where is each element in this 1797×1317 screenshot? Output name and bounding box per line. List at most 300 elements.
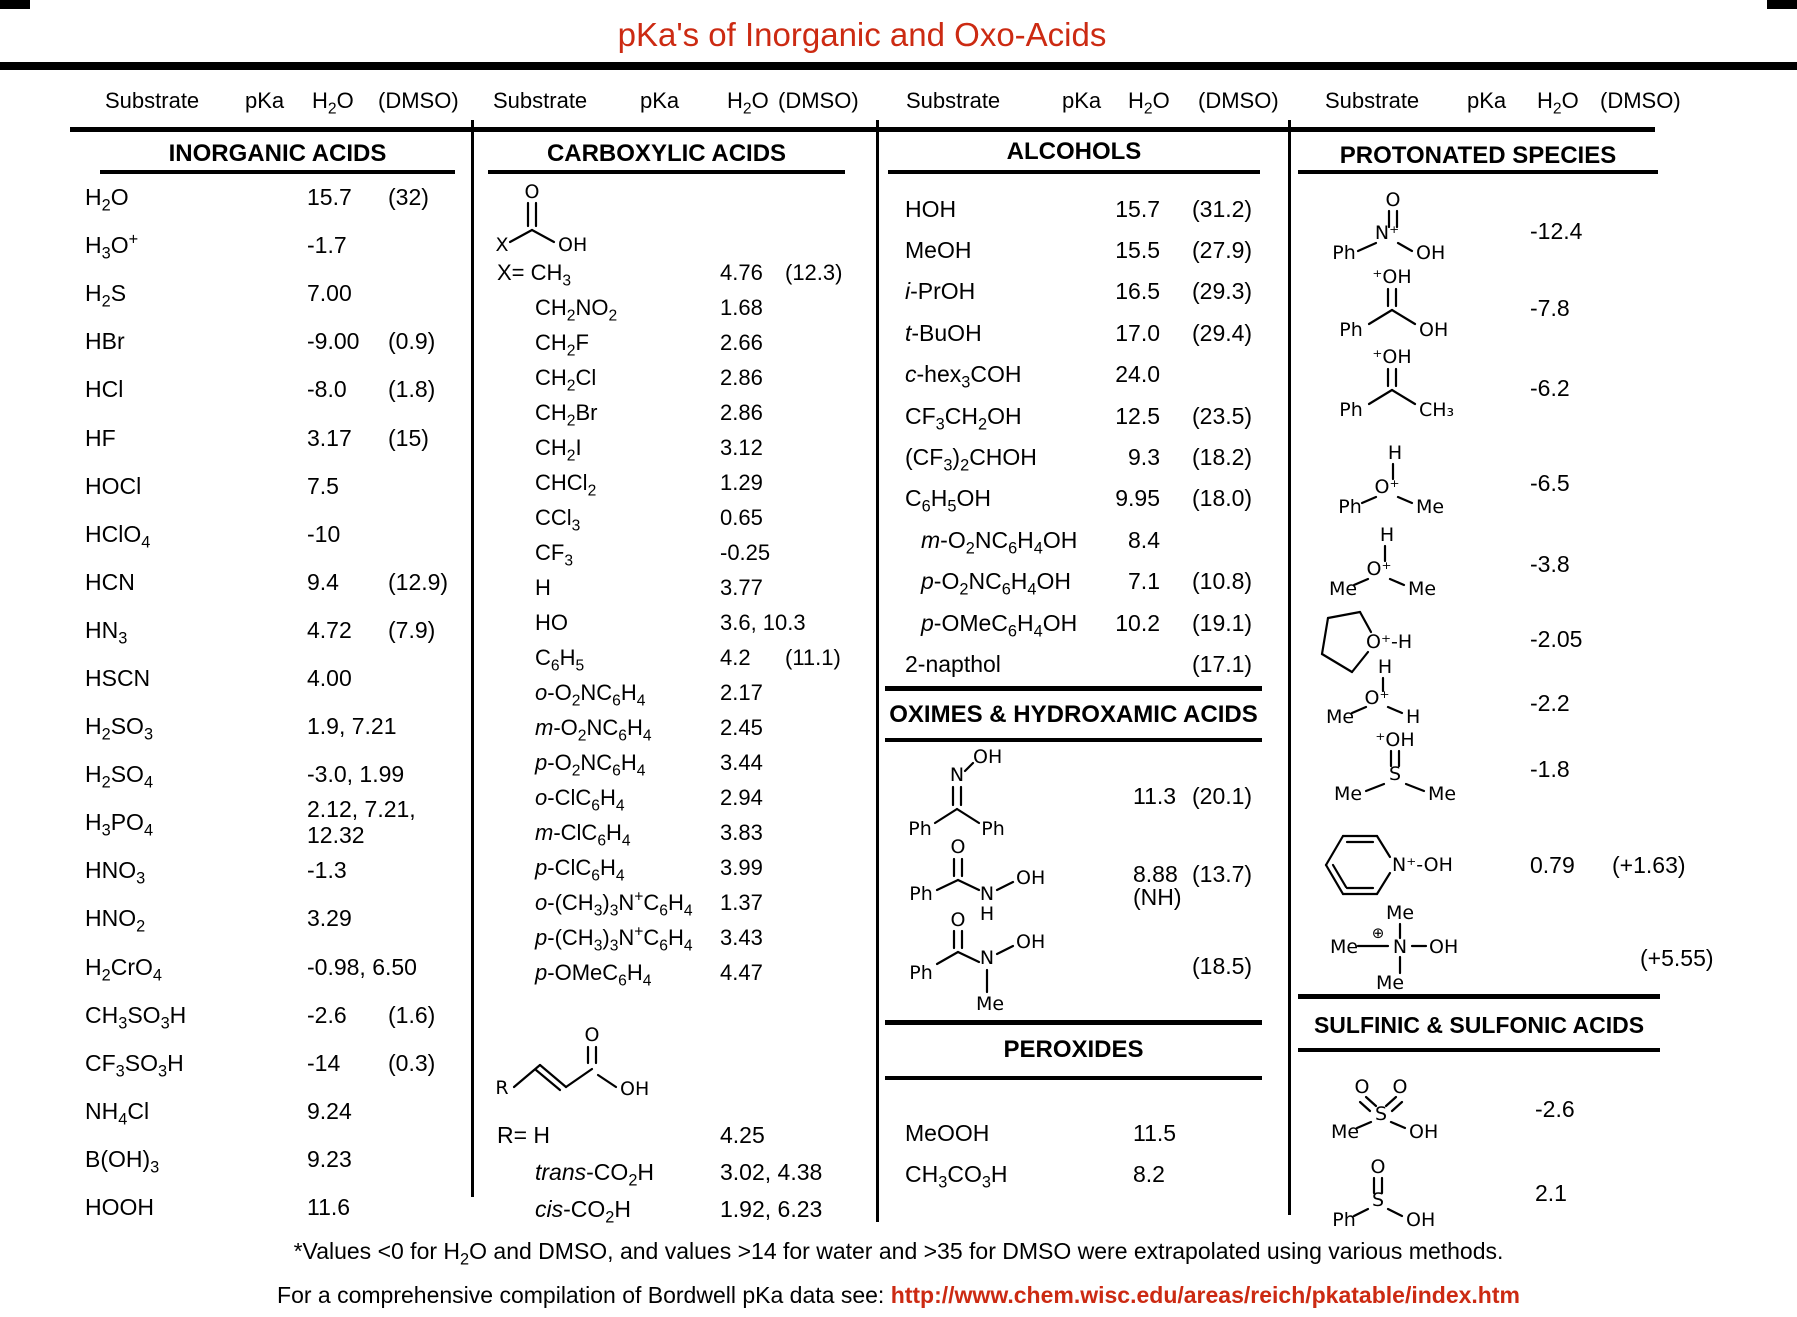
table-row bbox=[497, 605, 877, 640]
section-title-sulfinic: SULFINIC & SULFONIC ACIDS bbox=[1313, 1012, 1645, 1038]
pka-value: 2.86 bbox=[720, 399, 763, 425]
pka-value: 3.77 bbox=[720, 574, 763, 600]
pka-value: -9.00 bbox=[307, 328, 360, 355]
substrate-formula: $o-(CH_3)_3N^+C_6H_4$ bbox=[535, 888, 693, 919]
table-row bbox=[85, 894, 475, 942]
atom-label: O bbox=[1354, 1076, 1370, 1098]
structure-benzophenone-oxime bbox=[905, 745, 1075, 840]
atom-label: Me bbox=[975, 993, 1005, 1015]
table-row bbox=[497, 290, 877, 325]
pka-value: 11.5 bbox=[1133, 1119, 1177, 1146]
atom-label: H bbox=[1406, 706, 1421, 728]
atom-label: S bbox=[1371, 1189, 1385, 1211]
substrate-formula: HCN bbox=[85, 568, 135, 595]
pka-value: -1.7 bbox=[307, 232, 347, 259]
section-title-carboxylic: CARBOXYLIC ACIDS bbox=[546, 140, 787, 167]
divider bbox=[885, 738, 1262, 742]
substrate-formula: R= H bbox=[497, 1121, 551, 1148]
pka-value: 3.29 bbox=[307, 905, 352, 932]
substrate-formula: $HNO_2$ bbox=[85, 905, 146, 937]
table-row bbox=[905, 271, 1295, 312]
col3-header-dmso: (DMSO) bbox=[1198, 88, 1279, 113]
pka-value: -3.8 bbox=[1530, 551, 1570, 577]
section-title-alcohols: ALCOHOLS bbox=[1006, 138, 1142, 165]
pka-value: 2.12, 7.21, 12.32 bbox=[307, 796, 416, 849]
substrate-formula: $o-O_2NC_6H_4$ bbox=[535, 679, 646, 709]
table-row bbox=[85, 796, 475, 849]
pka-value: 1.9, 7.21 bbox=[307, 713, 397, 740]
structure-benzenesulfinic-acid bbox=[1332, 1155, 1475, 1235]
dmso-value: (7.9) bbox=[388, 616, 436, 643]
pka-value: 3.17 bbox=[307, 424, 352, 451]
substrate-formula: $p-O_2NC_6H_4OH$ bbox=[921, 568, 1071, 599]
col4-header-substrate: Substrate bbox=[1325, 88, 1420, 113]
atom-label: Ph bbox=[1339, 319, 1363, 341]
atom-label: Me bbox=[1428, 783, 1457, 805]
table-row bbox=[85, 750, 475, 798]
atom-label: CH₃ bbox=[1419, 399, 1455, 421]
substrate-formula: trans-$CO_2H$ bbox=[535, 1158, 655, 1190]
dmso-value: (11.1) bbox=[785, 644, 841, 670]
substrate-formula: $CF_3CH_2OH$ bbox=[905, 402, 1022, 434]
col1-header-dmso: (DMSO) bbox=[378, 88, 459, 113]
dmso-value: (31.2) bbox=[1192, 195, 1253, 222]
dmso-value: (12.3) bbox=[785, 259, 843, 285]
col3-header-substrate: Substrate bbox=[906, 88, 1001, 113]
structure-acrylic-acid-generic bbox=[490, 1025, 690, 1105]
substrate-formula: $HN_3$ bbox=[85, 616, 128, 648]
page-title: pKa's of Inorganic and Oxo-Acids bbox=[617, 16, 1107, 53]
table-row bbox=[905, 519, 1295, 560]
pka-value: 2.17 bbox=[720, 679, 763, 705]
table-row bbox=[497, 1190, 877, 1227]
table-row bbox=[85, 943, 475, 991]
table-row bbox=[905, 643, 1295, 684]
col4-header-dmso: (DMSO) bbox=[1600, 88, 1681, 113]
pka-value: 16.5 bbox=[1115, 278, 1160, 305]
substrate-formula: HOCl bbox=[85, 472, 142, 499]
atom-label: Me bbox=[1325, 706, 1355, 728]
table-row bbox=[85, 413, 475, 461]
scan-artifact-top-left bbox=[0, 0, 30, 9]
table-row bbox=[85, 462, 475, 510]
dmso-value: (1.8) bbox=[388, 376, 436, 403]
col2-header-pka: pKa bbox=[640, 88, 680, 113]
substrate-formula: $H_2CrO_4$ bbox=[85, 953, 162, 985]
atom-label: N bbox=[979, 947, 995, 969]
divider bbox=[1298, 170, 1658, 174]
pka-value: -8.0 bbox=[307, 376, 347, 403]
pka-value: 1.29 bbox=[720, 469, 763, 495]
atom-label: Me bbox=[1375, 972, 1405, 994]
table-row bbox=[497, 395, 877, 430]
pka-value: -10 bbox=[307, 520, 341, 547]
pka-value: 17.0 bbox=[1115, 319, 1160, 346]
substrate-formula: $p-O_2NC_6H_4$ bbox=[535, 749, 646, 779]
substrate-formula: $CH_3SO_3H$ bbox=[85, 1001, 187, 1033]
substrate-formula: $C_6H_5$ bbox=[535, 644, 585, 674]
atom-label: N bbox=[979, 883, 995, 905]
atom-label: Me bbox=[1408, 578, 1437, 600]
table-row bbox=[85, 1135, 475, 1183]
atom-label: O bbox=[524, 181, 540, 203]
divider bbox=[885, 1020, 1262, 1025]
peroxides-list bbox=[905, 1112, 1295, 1194]
atom-label: OH bbox=[1429, 936, 1459, 958]
dmso-value: (13.7) bbox=[1192, 861, 1253, 887]
table-row bbox=[85, 173, 475, 221]
structure-n-hydroxypyridinium bbox=[1320, 828, 1510, 908]
pka-value: -3.0, 1.99 bbox=[307, 761, 405, 788]
reference-text: For a comprehensive compilation of Bordwell pKa data see: bbox=[277, 1282, 891, 1308]
pka-value: -1.8 bbox=[1530, 756, 1570, 782]
pka-value: 7.00 bbox=[307, 280, 352, 307]
pka-value: 2.94 bbox=[720, 784, 763, 810]
table-row bbox=[85, 606, 475, 654]
pka-value: 4.2 bbox=[720, 644, 751, 670]
top-divider bbox=[0, 62, 1797, 70]
atom-label: O⁺ bbox=[1366, 558, 1392, 580]
pka-value: -6.2 bbox=[1530, 375, 1570, 401]
pka-value: 2.1 bbox=[1535, 1180, 1567, 1206]
pka-value: 3.6, 10.3 bbox=[720, 609, 806, 635]
table-row bbox=[85, 221, 475, 269]
atom-label: Me bbox=[1330, 1121, 1360, 1143]
table-row bbox=[497, 780, 877, 815]
dmso-value: (10.8) bbox=[1192, 568, 1253, 595]
substrate-formula: H bbox=[535, 574, 551, 600]
atom-label: Ph bbox=[909, 962, 933, 984]
table-row bbox=[497, 955, 877, 990]
table-row bbox=[905, 478, 1295, 519]
substrate-formula: c-hex$_3$COH bbox=[905, 361, 1022, 392]
atom-label: OH bbox=[1416, 242, 1446, 264]
substrate-formula: $m-ClC_6H_4$ bbox=[535, 819, 631, 849]
pka-value: 3.44 bbox=[720, 749, 763, 775]
pka-value: -7.8 bbox=[1530, 295, 1570, 321]
substrate-formula: $CH_2I$ bbox=[535, 434, 582, 464]
pka-value: 4.47 bbox=[720, 959, 763, 985]
pka-value: 9.24 bbox=[307, 1097, 352, 1124]
atom-label: H bbox=[1379, 524, 1395, 546]
pka-value: -2.6 bbox=[307, 1001, 347, 1028]
reference-link[interactable]: http://www.chem.wisc.edu/areas/reich/pkatable/index.htm bbox=[890, 1282, 1520, 1308]
inorganic-acids-list bbox=[85, 173, 475, 1231]
substrate-formula: $p-(CH_3)_3N^+C_6H_4$ bbox=[535, 923, 693, 954]
pka-value: 1.92, 6.23 bbox=[720, 1195, 823, 1222]
substrate-formula: $H_3PO_4$ bbox=[85, 809, 154, 840]
pka-value: 2.66 bbox=[720, 329, 763, 355]
pka-value: -12.4 bbox=[1530, 218, 1583, 244]
substrate-formula: HF bbox=[85, 424, 116, 451]
atom-label: Ph bbox=[908, 818, 932, 840]
table-row bbox=[905, 602, 1295, 643]
pka-value: -2.2 bbox=[1530, 690, 1570, 716]
atom-label: OH bbox=[558, 234, 588, 256]
dmso-value: (+1.63) bbox=[1612, 852, 1686, 878]
pka-value: 3.83 bbox=[720, 819, 763, 845]
atom-label: OH bbox=[973, 746, 1003, 768]
atom-label: Ph bbox=[1332, 242, 1356, 264]
atom-label: OH bbox=[1419, 319, 1449, 341]
substrate-formula: $CF_3SO_3H$ bbox=[85, 1049, 184, 1081]
atom-label: Ph bbox=[909, 883, 933, 905]
structure-protonated-dmso bbox=[1332, 729, 1482, 812]
substrate-formula: t-BuOH bbox=[905, 319, 982, 346]
pka-value: 24.0 bbox=[1115, 361, 1160, 388]
table-row bbox=[905, 354, 1295, 395]
pka-value: 9.4 bbox=[307, 568, 339, 595]
substrate-formula: $CH_3CO_3H$ bbox=[905, 1160, 1008, 1192]
atom-label: ⁺OH bbox=[1375, 729, 1415, 751]
substrate-formula: cis-$CO_2H$ bbox=[535, 1195, 632, 1227]
plus-charge-icon: ⊕ bbox=[1371, 924, 1385, 942]
scan-artifact-top-right bbox=[1767, 0, 1797, 9]
substrate-formula: 2-napthol bbox=[905, 650, 1001, 677]
divider bbox=[888, 170, 1260, 174]
atom-label: ⁺OH bbox=[1372, 266, 1412, 288]
col2-header-dmso: (DMSO) bbox=[778, 88, 859, 113]
table-row bbox=[497, 255, 877, 290]
dmso-value: (15) bbox=[388, 424, 429, 451]
pka-value: 8.88 bbox=[1133, 861, 1178, 887]
pka-value: 8.2 bbox=[1133, 1160, 1165, 1187]
structure-protonated-methanol bbox=[1325, 656, 1468, 730]
atom-label: Ph bbox=[981, 818, 1005, 840]
dmso-value: (1.6) bbox=[388, 1001, 436, 1028]
dmso-value: (0.3) bbox=[388, 1049, 436, 1076]
dmso-value: (12.9) bbox=[388, 568, 449, 595]
substrate-formula: $CH_2Cl$ bbox=[535, 364, 597, 394]
table-row bbox=[497, 570, 877, 605]
substrate-formula: $CH_2Br$ bbox=[535, 399, 598, 429]
pka-value: 0.65 bbox=[720, 504, 763, 530]
col3-header-h2o: $H_2O$ bbox=[1128, 88, 1170, 118]
table-row bbox=[85, 654, 475, 702]
substrate-formula: $CF_3$ bbox=[535, 539, 574, 569]
table-row bbox=[497, 1153, 877, 1190]
table-row bbox=[497, 745, 877, 780]
substrate-formula: HOOH bbox=[85, 1194, 154, 1221]
table-row bbox=[85, 317, 475, 365]
pka-value: 8.4 bbox=[1128, 526, 1160, 553]
pka-value: -2.05 bbox=[1530, 626, 1583, 652]
pka-value: 0.79 bbox=[1530, 852, 1575, 878]
table-row bbox=[497, 850, 877, 885]
table-row bbox=[497, 430, 877, 465]
atom-label: ⁺OH bbox=[1372, 346, 1412, 368]
substrate-formula: $(CF_3)_2CHOH$ bbox=[905, 444, 1037, 475]
pka-value: -0.98, 6.50 bbox=[307, 953, 417, 980]
atom-label: O bbox=[950, 836, 966, 858]
substrate-formula: $X= CH_3$ bbox=[497, 259, 572, 289]
substrate-formula: CHCl$_2$ bbox=[535, 469, 597, 499]
substrate-formula: HCl bbox=[85, 376, 124, 403]
dmso-value: (17.1) bbox=[1192, 650, 1253, 677]
pka-value: 3.99 bbox=[720, 854, 763, 880]
pka-value: 12.5 bbox=[1115, 402, 1160, 429]
dmso-value: (29.4) bbox=[1192, 319, 1253, 346]
table-row bbox=[497, 465, 877, 500]
reference-line bbox=[0, 1282, 1797, 1309]
atom-label: OH bbox=[1406, 1209, 1436, 1231]
acrylic-acids-list bbox=[497, 1116, 877, 1227]
pka-value: -0.25 bbox=[720, 539, 771, 565]
pka-value: 15.7 bbox=[307, 184, 352, 211]
table-row bbox=[497, 815, 877, 850]
dmso-value: (19.1) bbox=[1192, 609, 1253, 636]
pka-value: 9.23 bbox=[307, 1145, 352, 1172]
pka-value: 11.3 bbox=[1133, 783, 1177, 809]
atom-label: Me bbox=[1328, 578, 1358, 600]
substrate-formula: CCl$_3$ bbox=[535, 504, 581, 534]
table-row bbox=[85, 1087, 475, 1135]
atom-label: S bbox=[1388, 763, 1402, 785]
atom-label: O⁺-H bbox=[1366, 631, 1413, 653]
structure-protonated-acetophenone bbox=[1337, 342, 1487, 422]
substrate-formula: $p-ClC_6H_4$ bbox=[535, 854, 625, 884]
atom-label: O⁺ bbox=[1364, 687, 1390, 709]
pka-value: 4.25 bbox=[720, 1121, 765, 1148]
col4-header-pka: pKa bbox=[1467, 88, 1507, 113]
atom-label: Ph bbox=[1332, 1209, 1356, 1231]
table-row bbox=[905, 1153, 1295, 1194]
table-row bbox=[497, 675, 877, 710]
atom-label: N bbox=[1392, 936, 1408, 958]
pka-value: 9.3 bbox=[1128, 444, 1160, 471]
table-row bbox=[497, 360, 877, 395]
atom-label: O bbox=[950, 909, 966, 931]
col1-header-pka: pKa bbox=[245, 88, 285, 113]
atom-label: OH bbox=[620, 1078, 650, 1100]
dmso-value: (23.5) bbox=[1192, 402, 1253, 429]
section-title-inorganic: INORGANIC ACIDS bbox=[168, 140, 387, 167]
col1-header-h2o: $H_2O$ bbox=[312, 88, 354, 118]
substrate-formula: $HNO_3$ bbox=[85, 857, 146, 888]
pka-value: 2.45 bbox=[720, 714, 763, 740]
atom-label: OH bbox=[1016, 931, 1046, 953]
substrate-formula: $NH_4Cl$ bbox=[85, 1097, 150, 1129]
pka-value: -6.5 bbox=[1530, 470, 1570, 496]
pka-value: 15.5 bbox=[1115, 237, 1160, 264]
table-row bbox=[85, 269, 475, 317]
substrate-formula: $H_3O^+$ bbox=[85, 230, 139, 263]
dmso-value: (27.9) bbox=[1192, 237, 1253, 264]
pka-value: -2.6 bbox=[1535, 1096, 1575, 1122]
col2-header-h2o: $H_2O$ bbox=[727, 88, 769, 118]
atom-label: H bbox=[1377, 656, 1393, 678]
carboxylic-acids-list bbox=[497, 255, 877, 990]
atom-label: O bbox=[584, 1024, 600, 1046]
dmso-value: (29.3) bbox=[1192, 278, 1253, 305]
table-row bbox=[85, 846, 475, 894]
atom-label: OH bbox=[1016, 867, 1046, 889]
divider bbox=[1298, 994, 1660, 999]
pka-value: 10.2 bbox=[1115, 609, 1160, 636]
structure-protonated-anisole bbox=[1338, 442, 1480, 520]
atom-label: S bbox=[1374, 1103, 1388, 1125]
substrate-formula: $CH_2F$ bbox=[535, 329, 589, 359]
pka-value: 11.6 bbox=[307, 1194, 351, 1221]
col4-header-h2o: $H_2O$ bbox=[1537, 88, 1579, 118]
atom-label: O bbox=[1392, 1076, 1408, 1098]
atom-label: O bbox=[1370, 1156, 1386, 1178]
table-row bbox=[85, 702, 475, 750]
substrate-formula: MeOOH bbox=[905, 1119, 990, 1146]
table-row bbox=[497, 1116, 877, 1153]
dmso-value: (0.9) bbox=[388, 328, 436, 355]
section-title-protonated: PROTONATED SPECIES bbox=[1339, 142, 1617, 169]
col2-header-substrate: Substrate bbox=[493, 88, 588, 113]
pka-value: 9.95 bbox=[1115, 485, 1160, 512]
pka-value: 15.7 bbox=[1115, 195, 1160, 222]
table-row bbox=[85, 1039, 475, 1087]
substrate-formula: $o-ClC_6H_4$ bbox=[535, 784, 625, 814]
structure-carboxylic-acid-generic bbox=[490, 182, 620, 257]
table-row bbox=[497, 640, 877, 675]
atom-label: O bbox=[1385, 189, 1401, 211]
pka-value: -14 bbox=[307, 1049, 341, 1076]
atom-label: H bbox=[979, 903, 995, 925]
table-row bbox=[497, 325, 877, 360]
atom-label: Ph bbox=[1339, 399, 1363, 421]
pka-value: 3.02, 4.38 bbox=[720, 1158, 823, 1185]
substrate-formula: $CH_2NO_2$ bbox=[535, 294, 618, 324]
substrate-formula: $H_2SO_3$ bbox=[85, 713, 154, 744]
substrate-formula: $m-O_2NC_6H_4OH$ bbox=[921, 526, 1078, 558]
table-row bbox=[85, 365, 475, 413]
structure-methanesulfonic-acid bbox=[1330, 1070, 1485, 1145]
atom-label: Me bbox=[1416, 496, 1445, 518]
section-title-oximes: OXIMES & HYDROXAMIC ACIDS bbox=[889, 701, 1258, 728]
footnote: *Values <0 for $H_2O$ and DMSO, and values >14 for water and >35 for DMSO were extrapolated using various methods. bbox=[293, 1238, 1504, 1269]
atom-label: Ph bbox=[1338, 496, 1362, 518]
dmso-value: (32) bbox=[388, 184, 429, 211]
header-divider bbox=[70, 127, 1655, 132]
substrate-formula: $p-OMeC_6H_4$ bbox=[535, 959, 652, 989]
atom-label: R bbox=[495, 1077, 509, 1099]
pka-value: 7.1 bbox=[1128, 568, 1160, 595]
divider bbox=[885, 686, 1262, 691]
atom-label: Me bbox=[1333, 783, 1363, 805]
atom-label: N⁺-OH bbox=[1392, 854, 1453, 876]
atom-label: Me bbox=[1385, 902, 1415, 924]
table-row bbox=[497, 500, 877, 535]
pka-value: 3.43 bbox=[720, 924, 763, 950]
substrate-formula: $H_2S$ bbox=[85, 280, 127, 311]
divider bbox=[488, 170, 845, 174]
pka-value: 1.68 bbox=[720, 294, 763, 320]
pka-value: -1.3 bbox=[307, 857, 347, 884]
structure-protonated-benzoic-acid bbox=[1337, 262, 1477, 342]
atom-label: OH bbox=[1409, 1121, 1439, 1143]
pka-value: 4.00 bbox=[307, 664, 352, 691]
substrate-formula: $C_6H_5OH$ bbox=[905, 485, 991, 517]
section-title-peroxides: PEROXIDES bbox=[1003, 1036, 1144, 1063]
substrate-formula: $H_2SO_4$ bbox=[85, 761, 154, 792]
alcohols-list bbox=[905, 188, 1295, 685]
col3-header-pka: pKa bbox=[1062, 88, 1102, 113]
table-row bbox=[905, 312, 1295, 353]
dmso-value: (18.0) bbox=[1192, 485, 1253, 512]
atom-label: O⁺ bbox=[1374, 476, 1400, 498]
table-row bbox=[85, 1183, 475, 1231]
dmso-value: (20.1) bbox=[1192, 783, 1253, 809]
dmso-value: (+5.55) bbox=[1640, 945, 1714, 971]
pka-value: 2.86 bbox=[720, 364, 763, 390]
table-row bbox=[497, 920, 877, 955]
pka-value: 7.5 bbox=[307, 472, 339, 499]
